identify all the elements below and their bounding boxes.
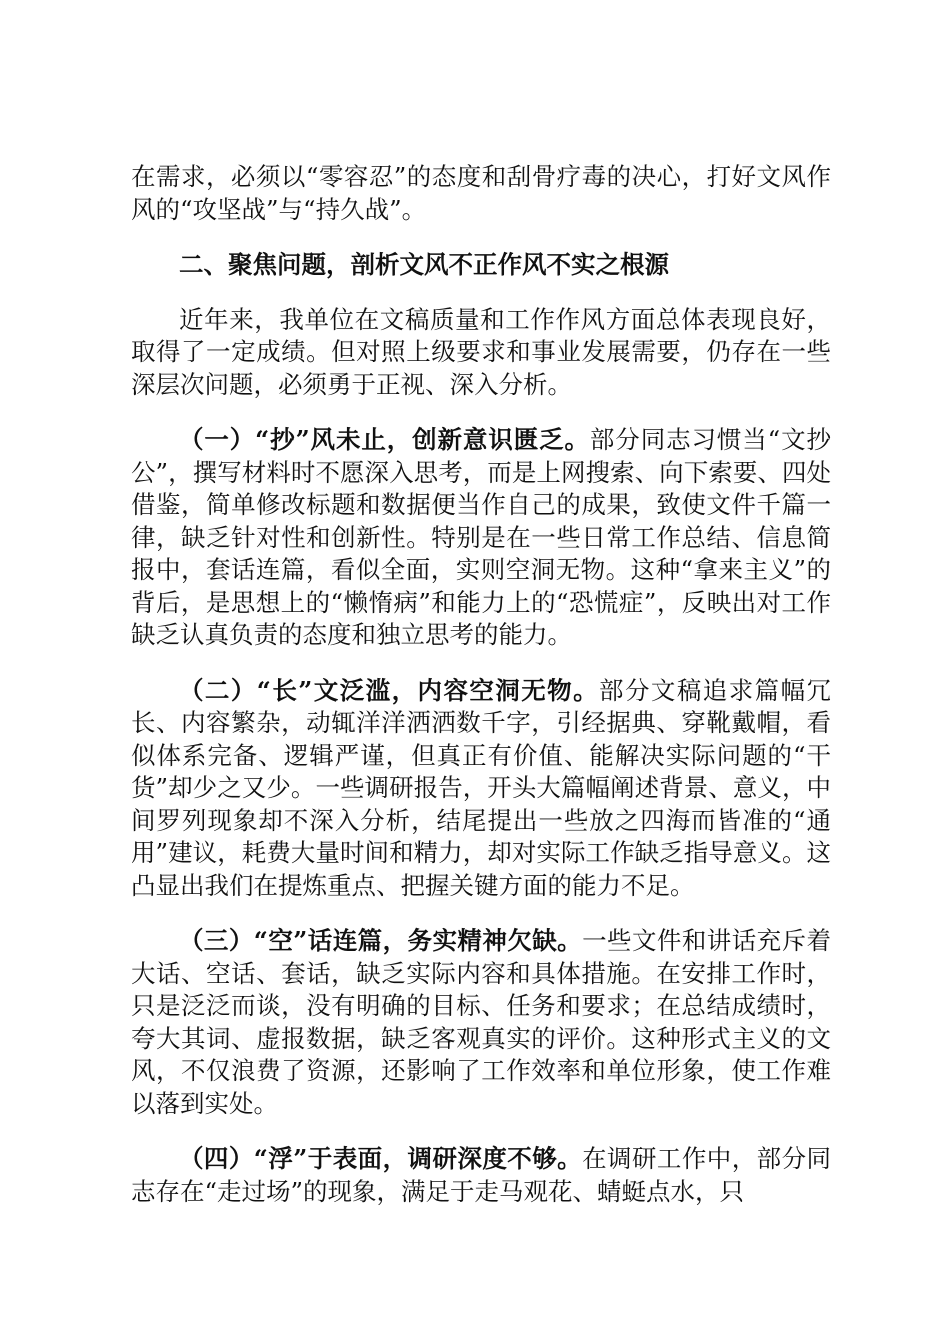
item-body-2: 部分文稿追求篇幅冗长、内容繁杂，动辄洋洋洒洒数千字，引经据典、穿靴戴帽，看似体系完备、逻辑严谨，但真正有价值、能解决实际问题的“干货”却少之又少。一些调研报告，开头大篇幅阐述背景、意义，中间罗列现象却不深入分析，结尾提出一些放之四海而皆准的“通用”建议，耗费大量时间和精力，却对实际工作缺乏指导意义。这凸显出我们在提炼重点、把握关键方面的能力不足。 — [131, 675, 832, 900]
section-heading: 二、聚焦问题，剖析文风不正作风不实之根源 — [179, 250, 669, 279]
item-body-3: 一些文件和讲话充斥着大话、空话、套话，缺乏实际内容和具体措施。在安排工作时，只是泛泛而谈，没有明确的目标、任务和要求；在总结成绩时，夸大其词、虚报数据，缺乏客观真实的评价。这种形式主义的文风，不仅浪费了资源，还影响了工作效率和单位形象，使工作难以落到实处。 — [131, 926, 832, 1118]
item-body-1: 部分同志习惯当“文抄公”，撰写材料时不愿深入思考，而是上网搜索、向下索要、四处借鉴，简单修改标题和数据便当作自己的成果，致使文件千篇一律，缺乏针对性和创新性。特别是在一些日常工作总结、信息简报中，套话连篇，看似全面，实则空洞无物。这种“拿来主义”的背后，是思想上的“懒惰病”和能力上的“恐慌症”，反映出对工作缺乏认真负责的态度和独立思考的能力。 — [131, 425, 831, 649]
item-paragraph-4 — [131, 1143, 831, 1208]
intro-paragraph: 近年来，我单位在文稿质量和工作作风方面总体表现良好，取得了一定成绩。但对照上级要求和事业发展需要，仍存在一些深层次问题，必须勇于正视、深入分析。 — [131, 304, 831, 399]
item-lead-2: （二）“长”文泛滥，内容空洞无物。 — [179, 675, 600, 705]
document-body — [131, 161, 831, 1231]
item-paragraph-2 — [131, 675, 831, 903]
item-lead-1: （一）“抄”风未止，创新意识匮乏。 — [179, 425, 590, 454]
opening-paragraph: 在需求，必须以“零容忍”的态度和刮骨疗毒的决心，打好文风作风的“攻坚战”与“持久战”。 — [131, 162, 831, 224]
item-paragraph-1 — [131, 424, 831, 652]
item-body-4: 在调研工作中，部分同志存在“走过场”的现象，满足于走马观花、蜻蜓点水，只 — [131, 1144, 832, 1206]
item-lead-4: （四）“浮”于表面，调研深度不够。 — [179, 1144, 583, 1173]
item-lead-3: （三）“空”话连篇，务实精神欠缺。 — [179, 926, 583, 955]
item-paragraph-3 — [131, 925, 831, 1120]
